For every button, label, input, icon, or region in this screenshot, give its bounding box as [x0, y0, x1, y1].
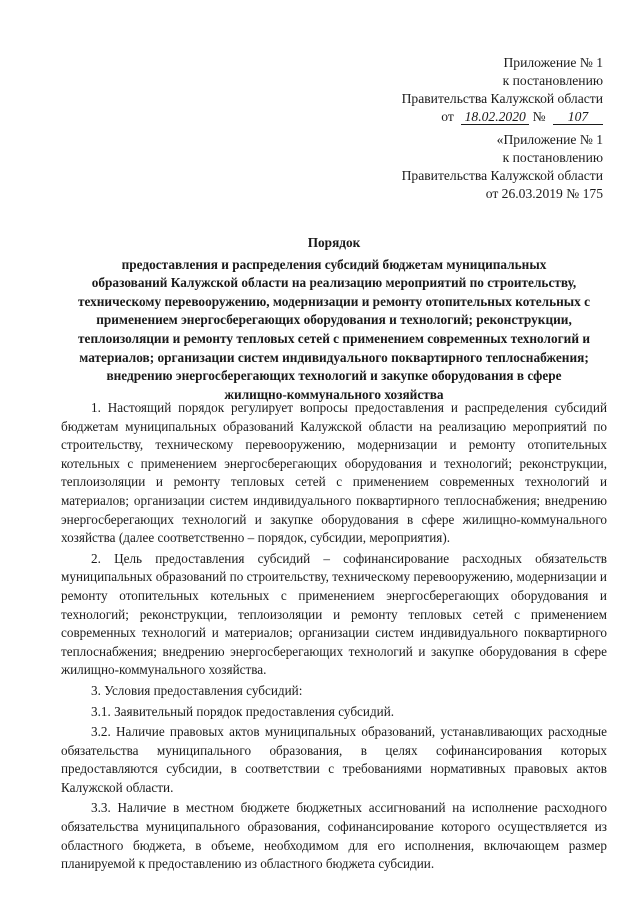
number-label: №: [532, 109, 546, 124]
title-line: техническому перевооружению, модернизации и ремонту отопительных котельных с: [77, 293, 591, 309]
appendix-header-previous: [402, 131, 603, 203]
title-heading: Порядок: [307, 235, 361, 250]
document-body: [61, 399, 607, 874]
appendix-line: Правительства Калужской области: [401, 168, 603, 183]
from-label: от: [441, 109, 454, 124]
appendix-date-line: [402, 108, 603, 126]
document-date: 18.02.2020: [461, 109, 529, 125]
title-line: предоставления и распределения субсидий бюджетам муниципальных: [121, 256, 547, 272]
title-line: внедрению энергосберегающих технологий и закупке оборудования в сфере: [106, 368, 562, 384]
title-line: жилищно-коммунального хозяйства: [224, 386, 444, 402]
appendix-line: к постановлению: [502, 150, 603, 165]
appendix-line: «Приложение № 1: [496, 132, 603, 147]
title-line: образований Калужской области на реализацию мероприятий по строительству,: [91, 275, 577, 291]
appendix-line: Приложение № 1: [503, 55, 603, 70]
paragraph-3-1: 3.1. Заявительный порядок предоставления субсидий.: [91, 703, 395, 719]
paragraph-3-3: 3.3. Наличие в местном бюджете бюджетных ассигнований на исполнение расходного обязательства муниципального образования, софинансирование которого осуществляется из областного бюджета, в объеме, необходимом для его исполнения, включающем размер планируемой к предоставлению из областного бюджета субсидии.: [61, 800, 607, 872]
appendix-line: от 26.03.2019 № 175: [485, 186, 603, 201]
title-line: применением энергосберегающих оборудования и технологий; реконструкции,: [96, 312, 572, 328]
document-number: 107: [553, 109, 603, 125]
appendix-header-current: [402, 54, 603, 126]
paragraph-3-2: 3.2. Наличие правовых актов муниципальных образований, устанавливающих расходные обязательства муниципального образования, в целях софинансирования которых предоставляются субсидии, в соответствии с требованиями нормативных правовых актов Калужской области.: [61, 724, 607, 795]
title-line: материалов; организации систем индивидуального поквартирного теплоснабжения;: [79, 349, 589, 365]
paragraph-2: 2. Цель предоставления субсидий – софинансирование расходных обязательств муниципальных образований по строительству, техническому перевооружению, модернизации и ремонту отопительных котельных с применением энергосберегающих оборудования и технологий; реконструкции, теплоизоляции и ремонту тепловых сетей с применением современных технологий и материалов; организации систем индивидуального поквартирного теплоснабжения; внедрению энергосберегающих технологий и закупке оборудования в сфере жилищно-коммунального хозяйства.: [61, 550, 607, 678]
paragraph-1: 1. Настоящий порядок регулирует вопросы предоставления и распределения субсидий бюджетам муниципальных образований Калужской области на реализацию мероприятий по строительству, техническому перевооружению, модернизации и ремонту отопительных котельных с применением энергосберегающих оборудования и технологий; реконструкции, теплоизоляции и ремонту тепловых сетей с применением современных технологий и материалов; организации систем индивидуального поквартирного теплоснабжения; внедрению энергосберегающих технологий и закупке оборудования в сфере жилищно-коммунального хозяйства (далее соответственно – порядок, субсидии, мероприятия).: [61, 400, 607, 546]
appendix-line: Правительства Калужской области: [401, 91, 603, 106]
title-line: теплоизоляции и ремонту тепловых сетей с применением современных технологий и: [78, 330, 590, 346]
document-title: [54, 234, 614, 404]
appendix-line: к постановлению: [502, 73, 603, 88]
paragraph-3: 3. Условия предоставления субсидий:: [91, 682, 303, 698]
